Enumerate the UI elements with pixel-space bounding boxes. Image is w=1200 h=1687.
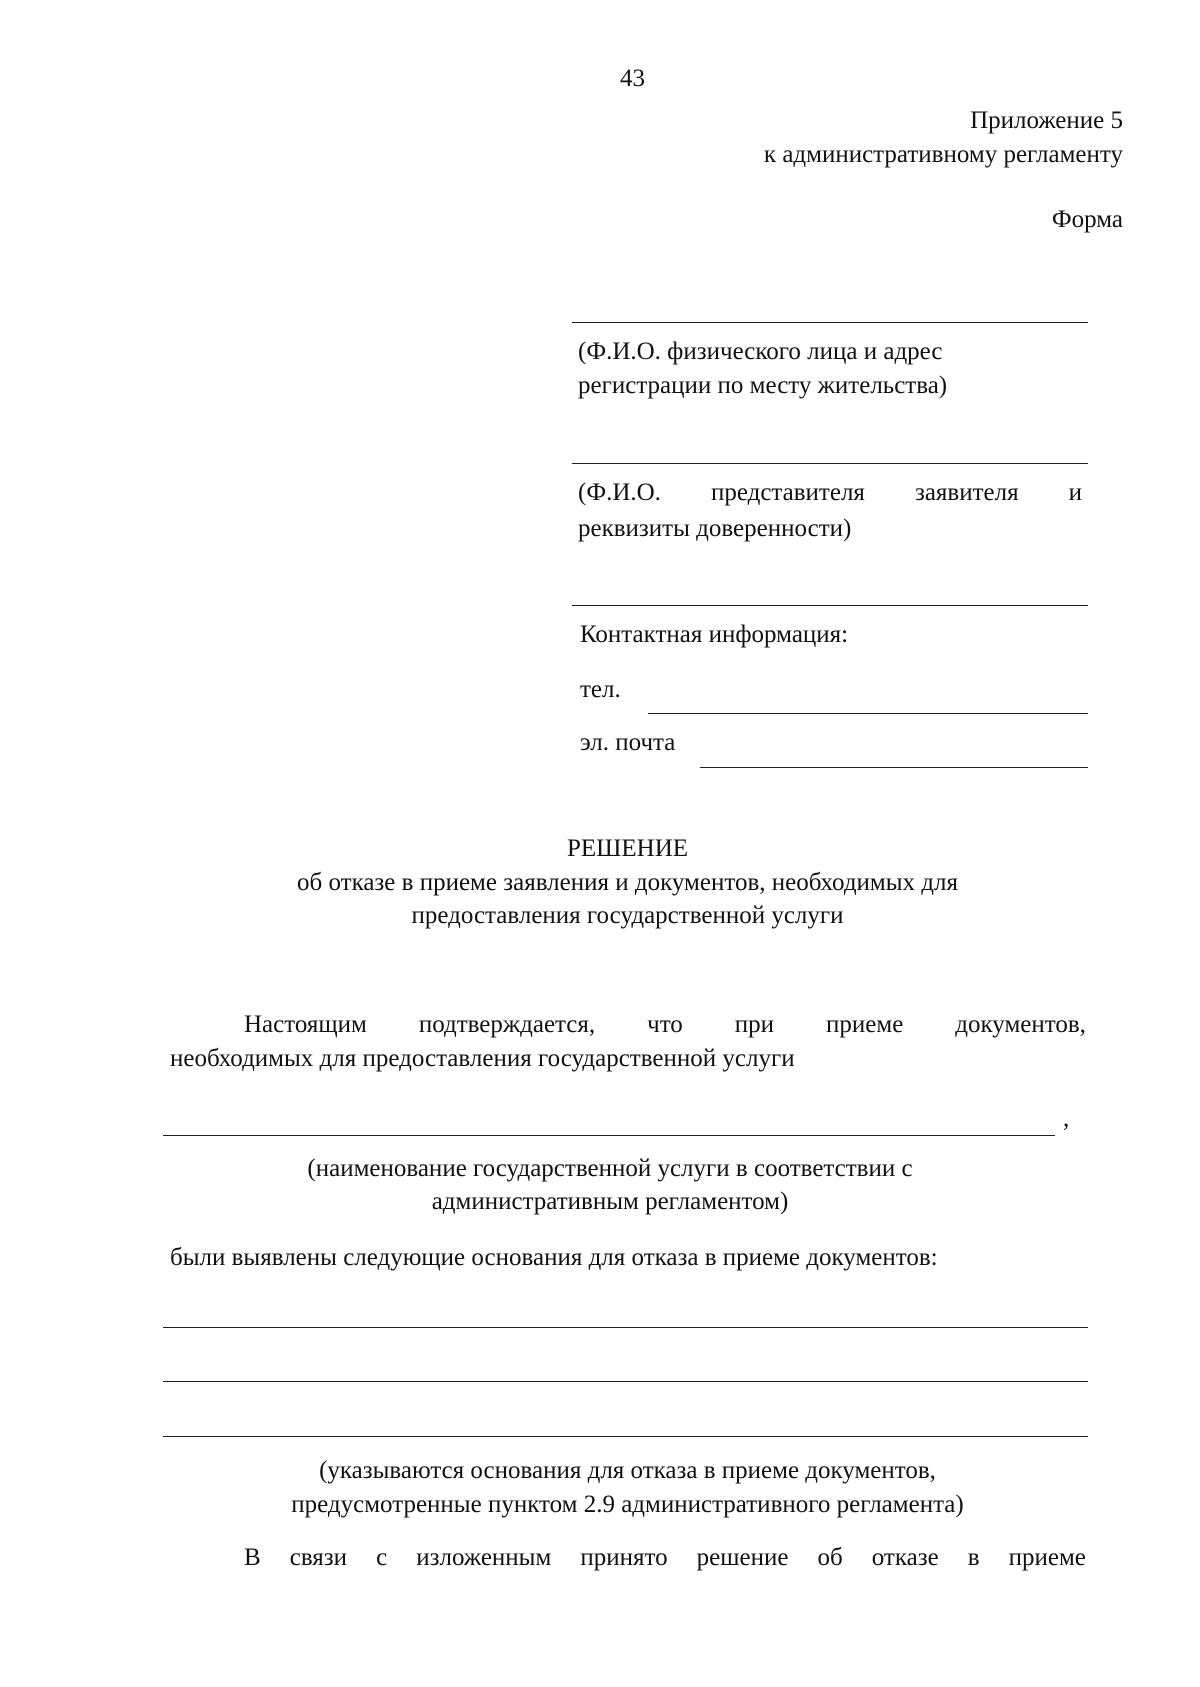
paragraph-word: что — [647, 1011, 683, 1038]
representative-caption — [578, 480, 1082, 505]
paragraph-word: с — [376, 1544, 388, 1571]
paragraph-word: решение — [696, 1544, 789, 1571]
paragraph-word: приеме — [1008, 1544, 1086, 1571]
appendix-number: Приложение 5 — [970, 107, 1123, 134]
paragraph-word: документов, — [955, 1011, 1086, 1038]
service-name-caption: (наименование государственной услуги в соответствии с — [307, 1155, 913, 1182]
grounds-field-line[interactable] — [163, 1381, 1088, 1382]
service-name-field[interactable] — [163, 1135, 1055, 1136]
applicant-name-line[interactable] — [572, 322, 1088, 323]
caption-word: и — [1068, 479, 1082, 506]
paragraph-word: принято — [580, 1544, 668, 1571]
form-label: Форма — [1051, 206, 1123, 233]
phone-label: тел. — [580, 676, 621, 703]
service-name-comma: , — [1063, 1105, 1070, 1132]
decision-title: РЕШЕНИЕ — [566, 835, 689, 862]
contact-label: Контактная информация: — [580, 621, 849, 648]
paragraph-word: приеме — [826, 1011, 904, 1038]
grounds-field-line[interactable] — [163, 1436, 1088, 1437]
decision-subtitle: предоставления государственной услуги — [411, 902, 844, 929]
contact-line[interactable] — [572, 605, 1088, 606]
paragraph-word: подтверждается, — [418, 1011, 596, 1038]
paragraph-justified-line — [244, 1545, 1086, 1570]
grounds-intro: были выявлены следующие основания для отказа в приеме документов: — [170, 1244, 938, 1271]
caption-word: заявителя — [914, 479, 1019, 506]
paragraph-word: связи — [289, 1544, 348, 1571]
paragraph-word: Настоящим — [244, 1011, 367, 1038]
appendix-regulation: к административному регламенту — [763, 141, 1123, 168]
paragraph-justified-line — [244, 1012, 1086, 1037]
phone-field[interactable] — [648, 713, 1088, 714]
decision-subtitle: об отказе в приеме заявления и документов, необходимых для — [297, 869, 958, 896]
grounds-field-line[interactable] — [163, 1327, 1088, 1328]
representative-line[interactable] — [572, 463, 1088, 464]
grounds-caption: (указываются основания для отказа в приеме документов, — [319, 1457, 936, 1484]
paragraph-word: в — [967, 1544, 980, 1571]
email-field[interactable] — [700, 767, 1088, 768]
applicant-name-caption: регистрации по месту жительства) — [578, 372, 948, 399]
paragraph-word: при — [734, 1011, 775, 1038]
page-number: 43 — [620, 65, 645, 92]
paragraph-word: В — [244, 1544, 261, 1571]
applicant-name-caption: (Ф.И.О. физического лица и адрес — [578, 338, 943, 365]
email-label: эл. почта — [580, 729, 676, 756]
representative-caption-line2: реквизиты доверенности) — [578, 515, 852, 542]
grounds-caption: предусмотренные пунктом 2.9 административного регламента) — [291, 1491, 964, 1518]
paragraph-word: изложенным — [416, 1544, 552, 1571]
paragraph-word: отказе — [871, 1544, 939, 1571]
caption-word: (Ф.И.О. — [578, 479, 661, 506]
paragraph-word: об — [817, 1544, 843, 1571]
paragraph-line: необходимых для предоставления государственной услуги — [170, 1045, 795, 1072]
caption-word: представителя — [710, 479, 865, 506]
service-name-caption: административным регламентом) — [431, 1188, 789, 1215]
